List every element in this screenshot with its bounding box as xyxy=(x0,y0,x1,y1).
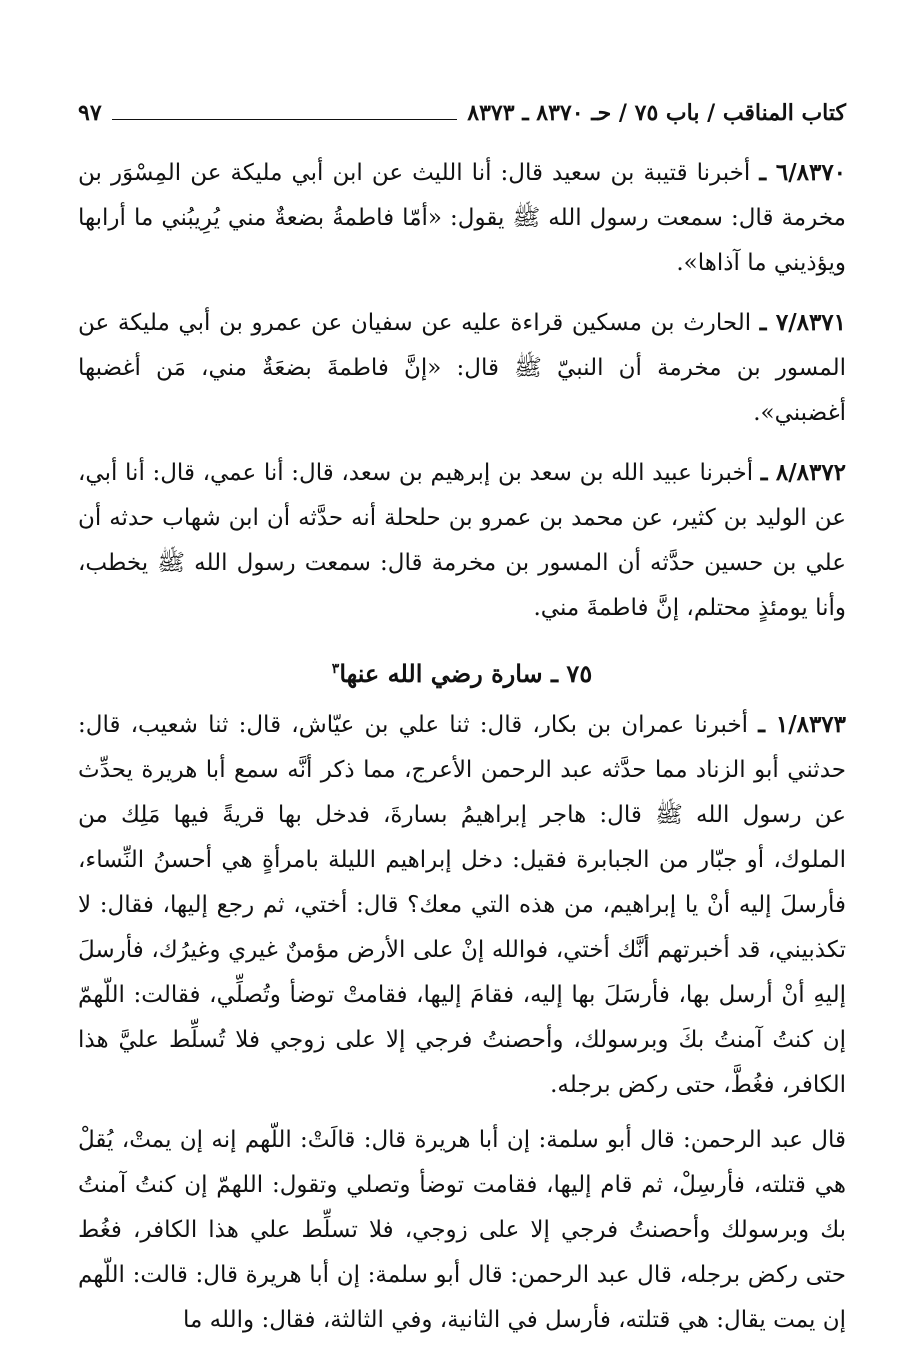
hadith-entry-8370 xyxy=(78,150,846,286)
hadith-number: ١/٨٣٧٣ ـ xyxy=(758,711,847,738)
hadith-number: ٨/٨٣٧٢ ـ xyxy=(760,459,847,486)
hadith-text: أخبرنا عبيد الله بن سعد بن إبرهيم بن سعد، قال: أنا عمي، قال: أنا أبي، عن الوليد بن كثير، عن محمد بن عمرو بن حلحلة أنه حدَّثه أن ابن شهاب حدثه أن علي بن حسين حدَّثه أن المسور بن مخرمة قال: سمعت رسول الله ﷺ يخطب، وأنا يومئذٍ محتلم، إنَّ فاطمةَ مني. xyxy=(78,460,846,621)
footnote-marker: ٣ xyxy=(331,661,340,677)
section-heading xyxy=(78,647,846,696)
hadith-entry-8371 xyxy=(78,300,846,436)
running-header xyxy=(78,90,846,124)
hadith-text: أخبرنا قتيبة بن سعيد قال: أنا الليث عن ابن أبي مليكة عن المِسْوَر بن مخرمة قال: سمعت رسول الله ﷺ يقول: «أمّا فاطمةُ بضعةٌ مني يُرِيبُني ما أرابها ويؤذيني ما آذاها». xyxy=(78,160,846,276)
continuation-paragraph xyxy=(78,1118,846,1343)
header-rule xyxy=(112,119,458,120)
paragraph-text: قال عبد الرحمن: قال أبو سلمة: إن أبا هريرة قال: قالَتْ: اللّهم إنه إن يمتْ، يُقلْ هي قتلته، فأرسِلْ، ثم قام إليها، فقامت توضأ وتصلي وتقول: اللهمّ إن كنتُ آمنتُ بك وبرسولك وأحصنتُ فرجي إلا على زوجي، فلا تسلِّط علي هذا الكافر، فغُط حتى ركض برجله، قال عبد الرحمن: قال أبو سلمة: إن أبا هريرة قال: قالت: اللّهم إن يمت يقال: هي قتلته، فأرسل في الثانية، وفي الثالثة، فقال: والله ما xyxy=(78,1127,846,1333)
hadith-number: ٧/٨٣٧١ ـ xyxy=(759,309,847,336)
hadith-text: الحارث بن مسكين قراءة عليه عن سفيان عن عمرو بن أبي مليكة عن المسور بن مخرمة أن النبيّ ﷺ قال: «إنَّ فاطمةَ بضعَةٌ مني، مَن أغضبها أغضبني». xyxy=(78,310,846,426)
section-title: ٧٥ ـ سارة رضي الله عنها xyxy=(339,659,593,688)
hadith-entry-8372 xyxy=(78,450,846,631)
hadith-entry-8373 xyxy=(78,702,846,1108)
page-number: ٩٧ xyxy=(78,100,102,126)
page-body xyxy=(78,150,846,1357)
hadith-text: أخبرنا عمران بن بكار، قال: ثنا علي بن عيّاش، قال: ثنا شعيب، قال: حدثني أبو الزناد مما حدَّثه عبد الرحمن الأعرج، مما ذكر أنَّه سمع أبا هريرة يحدِّث عن رسول الله ﷺ قال: هاجر إبراهيمُ بسارةَ، فدخل بها قريةً فيها مَلِك من الملوك، أو جبّار من الجبابرة فقيل: دخل إبراهيم الليلة بامرأةٍ هي أحسنُ النِّساء، فأرسلَ إليه أنْ يا إبراهيم، من هذه التي معك؟ قال: أختي، ثم رجع إليها، فقال: لا تكذبيني، قد أخبرتهم أنَّك أختي، فوالله إنْ على الأرض مؤمنٌ غيري وغيرُك، فأرسلَ إليهِ أنْ أرسل بها، فأرسَلَ بها إليه، فقامَ إليها، فقامتْ توضأ وتُصلِّي، فقالت: اللّهمّ إن كنتُ آمنتُ بكَ وبرسولك، وأحصنتُ فرجي إلا على زوجي فلا تُسلِّط عليَّ هذا الكافر، فغُطَّ، حتى ركض برجله. xyxy=(78,712,846,1098)
chapter-title: كتاب المناقب / باب ٧٥ / حـ ٨٣٧٠ ـ ٨٣٧٣ xyxy=(467,100,846,126)
hadith-number: ٦/٨٣٧٠ ـ xyxy=(759,159,847,186)
